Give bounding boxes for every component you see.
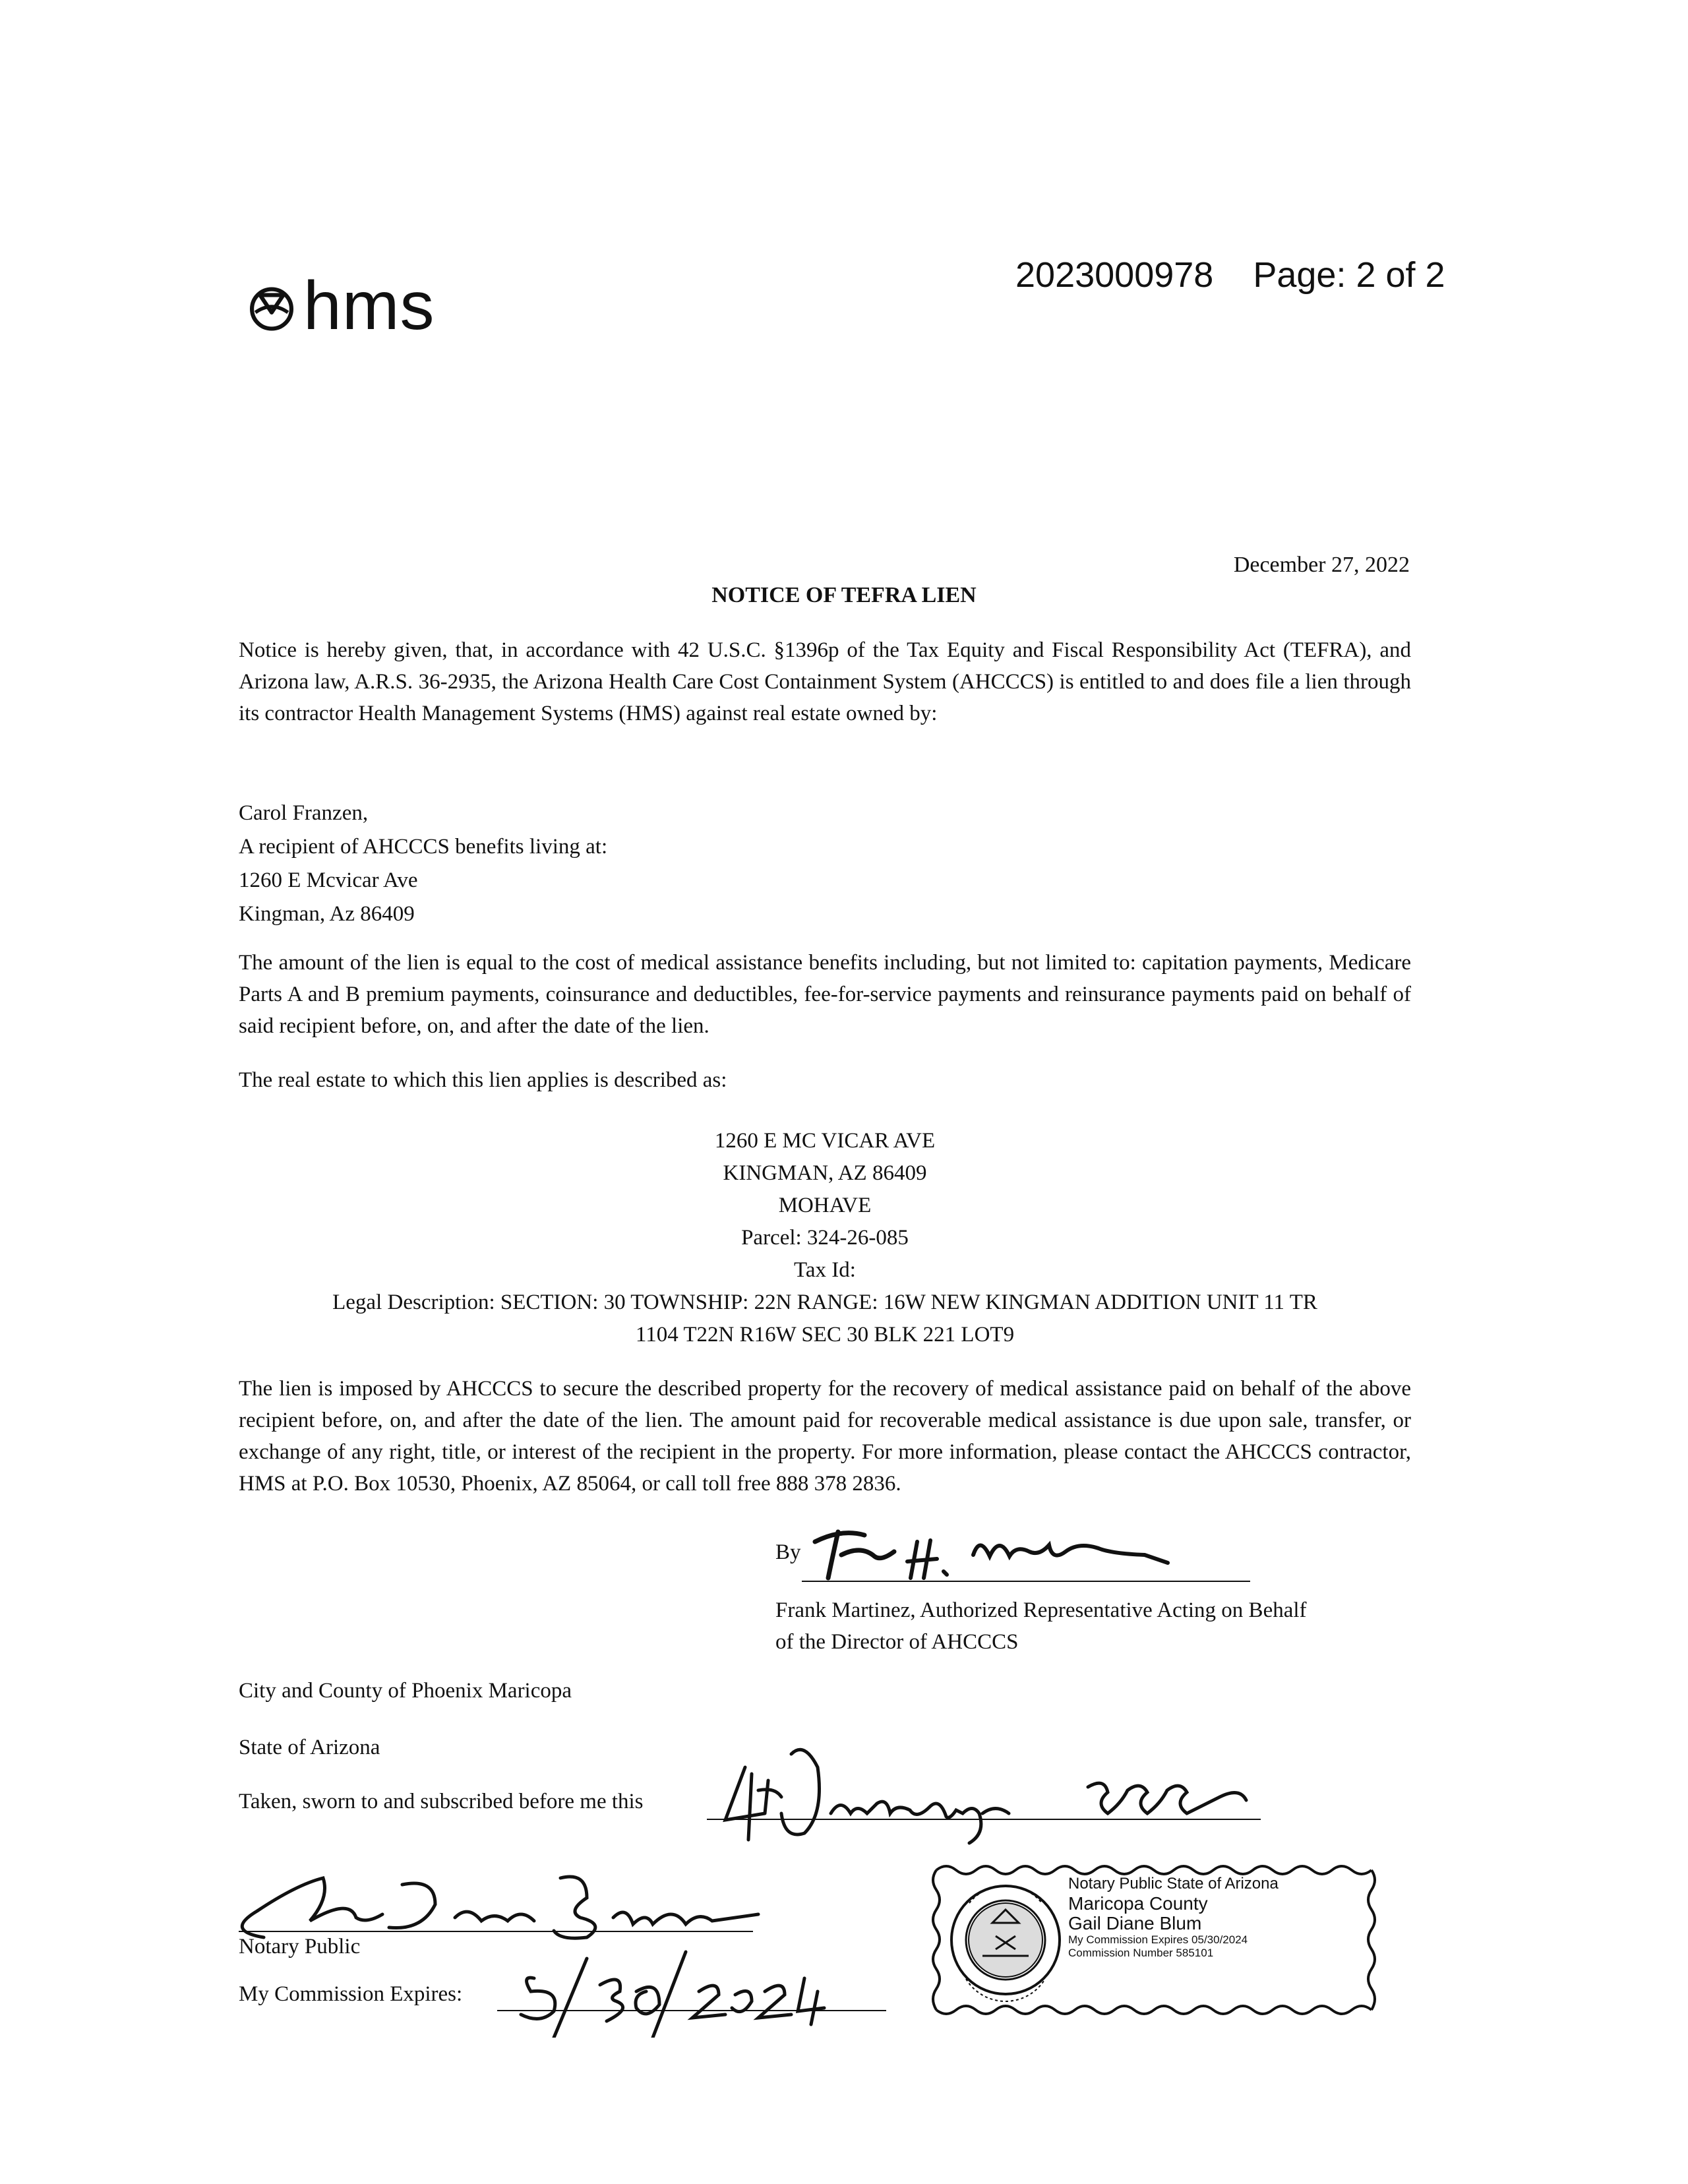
- signer-line-1: Frank Martinez, Authorized Representative Acting on Behalf: [775, 1598, 1307, 1622]
- state-label: State of Arizona: [239, 1736, 380, 1759]
- real-estate-intro: The real estate to which this lien applies is described as:: [239, 1068, 727, 1092]
- city-county: City and County of Phoenix Maricopa: [239, 1679, 572, 1703]
- commission-expires-label: My Commission Expires:: [239, 1982, 463, 2006]
- by-label: By: [775, 1540, 801, 1564]
- recipient-block: [239, 797, 607, 931]
- notice-title: NOTICE OF TEFRA LIEN: [711, 583, 977, 607]
- property-tax-id: Tax Id:: [794, 1258, 856, 1282]
- property-legal-2: 1104 T22N R16W SEC 30 BLK 221 LOT9: [635, 1323, 1015, 1347]
- stamp-text: [1068, 1874, 1372, 1960]
- stamp-line-4: My Commission Expires 05/30/2024: [1068, 1933, 1248, 1946]
- representative-signature: [802, 1515, 1197, 1588]
- stamp-line-2: Maricopa County: [1068, 1893, 1208, 1914]
- stamp-line-5: Commission Number 585101: [1068, 1947, 1214, 1959]
- recipient-name: Carol Franzen,: [239, 801, 369, 825]
- notary-signature-line: [239, 1931, 753, 1932]
- property-description: [239, 1125, 1411, 1351]
- signer-block: [775, 1594, 1408, 1658]
- intro-paragraph: Notice is hereby given, that, in accordance with 42 U.S.C. §1396p of the Tax Equity and Fiscal Responsibility Act (TEFRA), and Arizona law, A.R.S. 36-2935, the Arizona Health Care Cost Containment System (AHCCCS) is entitled to and does file a lien through its contractor Health Management Systems (HMS) against real estate owned by:: [239, 638, 1411, 725]
- imposed-paragraph: The lien is imposed by AHCCCS to secure the described property for the recovery of medical assistance paid on behalf of the above recipient before, on, and after the date of the lien. The amount paid for recoverable medical assistance is due upon sale, transfer, or exchange of any right, title, or interest of the recipient in the property. For more information, please contact the AHCCCS contractor, HMS at P.O. Box 10530, Phoenix, AZ 85064, or call toll free 888 378 2836.: [239, 1377, 1411, 1496]
- stamp-line-3: Gail Diane Blum: [1068, 1913, 1202, 1933]
- handwritten-sworn-date: [719, 1741, 1273, 1846]
- property-street: 1260 E MC VICAR AVE: [714, 1129, 936, 1153]
- property-city: KINGMAN, AZ 86409: [723, 1161, 927, 1185]
- recipient-desc: A recipient of AHCCCS benefits living at:: [239, 835, 608, 859]
- stamp-line-1: Notary Public State of Arizona: [1068, 1875, 1279, 1893]
- hms-logo-icon: [243, 278, 301, 336]
- handwritten-commission-date: [508, 1939, 877, 2038]
- notice-date: December 27, 2022: [1233, 553, 1410, 577]
- amount-paragraph: The amount of the lien is equal to the cost of medical assistance benefits including, but not limited to: capitation payments, Medicare Parts A and B premium payments, coinsurance and deductibles, fee-for-service payments and reinsurance payments paid on behalf of said recipient before, on, and after the date of the lien.: [239, 951, 1411, 1038]
- logo-text: hms: [303, 268, 435, 344]
- signature-line: [802, 1581, 1250, 1582]
- sworn-label: Taken, sworn to and subscribed before me this: [239, 1790, 644, 1813]
- property-parcel: Parcel: 324-26-085: [741, 1226, 909, 1250]
- record-header: [1015, 255, 1485, 295]
- record-number: 2023000978: [1015, 255, 1214, 295]
- property-county: MOHAVE: [778, 1194, 872, 1217]
- notary-public-label: Notary Public: [239, 1935, 361, 1958]
- recipient-street: 1260 E Mcvicar Ave: [239, 868, 418, 892]
- page-label: Page: 2 of 2: [1253, 255, 1445, 295]
- recipient-city: Kingman, Az 86409: [239, 902, 415, 926]
- hms-logo: [243, 267, 435, 346]
- signer-line-2: of the Director of AHCCCS: [775, 1630, 1019, 1654]
- property-legal-1: Legal Description: SECTION: 30 TOWNSHIP: 22N RANGE: 16W NEW KINGMAN ADDITION UNIT 11 TR: [332, 1290, 1317, 1314]
